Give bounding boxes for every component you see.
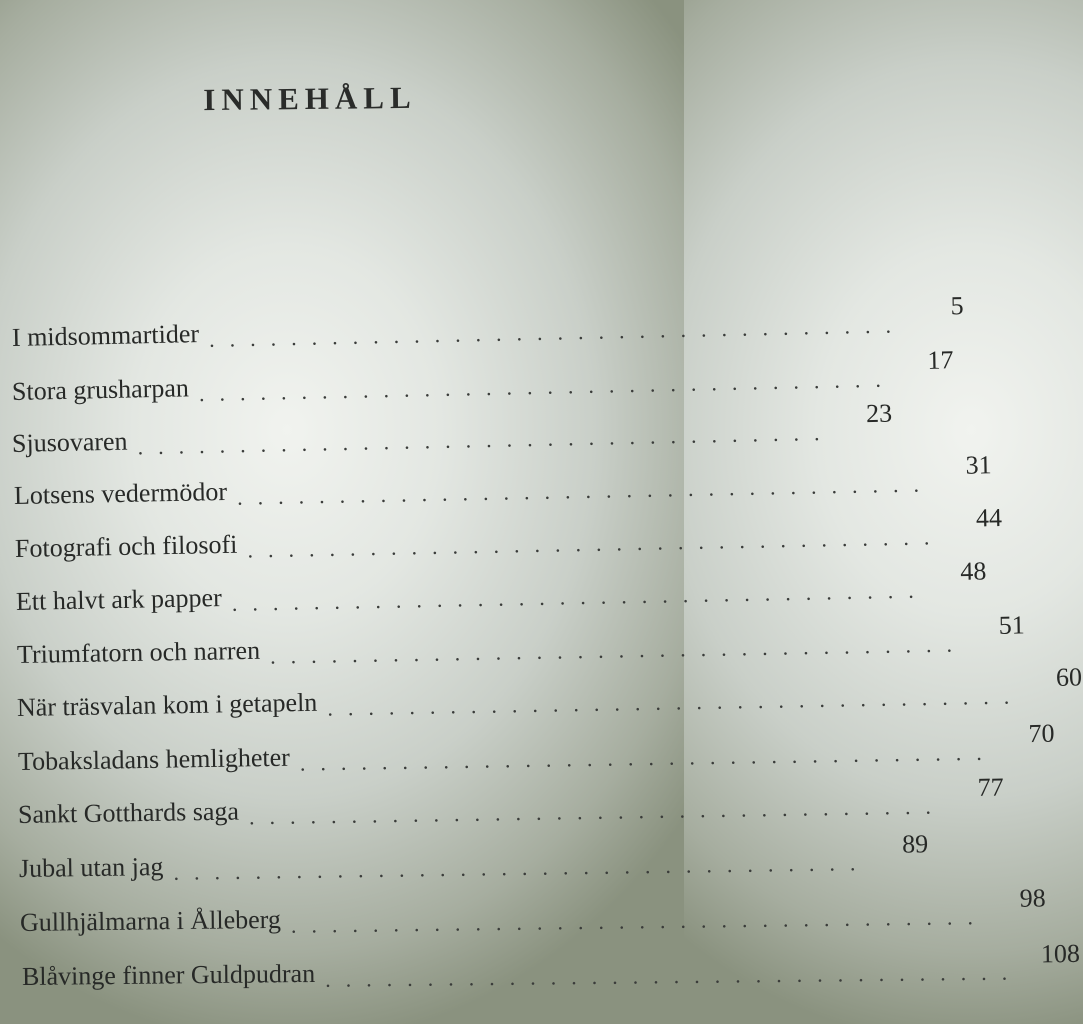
toc-entry-title: Stora grusharpan [11, 373, 190, 406]
dot-leader: .................................. [137, 419, 835, 460]
toc-entry-page: 48 [960, 556, 987, 586]
toc-entry [15, 556, 987, 622]
toc-entry-title: Jubal utan jag [18, 851, 164, 883]
toc-entry-page: 98 [1019, 883, 1046, 913]
toc-entry-page: 44 [975, 503, 1003, 533]
dot-leader: .................................. [236, 471, 935, 510]
dot-leader: .................................. [248, 793, 947, 830]
toc-entry-title: Triumfatorn och narren [16, 635, 261, 669]
dot-leader: .................................. [269, 631, 968, 669]
toc-entry [18, 829, 929, 889]
page-title: INNEHÅLL [203, 79, 417, 117]
toc-entry [17, 718, 1055, 782]
toc-entry [16, 610, 1025, 675]
dot-leader: .................................. [198, 366, 897, 407]
toc-entry-title: Blåvinge finner Guldpudran [21, 958, 316, 991]
toc-entry-title: I midsommartider [11, 319, 200, 352]
toc-entry-title: När träsvalan kom i getapeln [16, 687, 318, 722]
toc-entry-title: Gullhjälmarna i Ålleberg [19, 904, 282, 937]
toc-entry-page: 108 [1040, 938, 1081, 969]
toc-entry-page: 77 [977, 772, 1004, 802]
toc-entry [11, 345, 954, 412]
dot-leader: .................................. [290, 904, 989, 938]
toc-entry [14, 503, 1003, 569]
toc-entry [11, 398, 893, 464]
dot-leader: .................................. [299, 739, 997, 776]
dot-leader: .................................. [231, 577, 929, 616]
dot-leader: .................................. [327, 683, 1025, 721]
toc-entry [11, 291, 964, 358]
toc-entry-page: 70 [1028, 718, 1055, 749]
toc-entry [13, 450, 992, 516]
dot-leader: .................................. [208, 312, 907, 352]
toc-entry-page: 31 [965, 450, 992, 480]
toc-entry-title: Tobaksladans hemligheter [17, 742, 291, 776]
dot-leader: .................................. [173, 850, 871, 885]
toc-entry [19, 883, 1046, 943]
toc-entry-title: Sjusovaren [11, 426, 128, 458]
dot-leader: .................................. [247, 524, 945, 563]
toc-entry [16, 662, 1083, 728]
toc-entry [17, 772, 1004, 835]
toc-entry [21, 938, 1081, 997]
toc-entry-page: 23 [865, 398, 893, 429]
toc-entry-title: Fotografi och filosofi [14, 529, 238, 563]
dot-leader: .................................. [325, 959, 1023, 992]
toc-entry-page: 17 [927, 345, 954, 375]
toc-entry-title: Lotsens vedermödor [13, 476, 228, 510]
toc-entry-title: Ett halvt ark papper [15, 583, 222, 616]
toc-entry-title: Sankt Gotthards saga [17, 796, 240, 829]
toc-entry-page: 51 [998, 610, 1025, 640]
toc-entry-page: 5 [950, 291, 964, 321]
toc-entry-page: 60 [1055, 662, 1083, 692]
toc-entry-page: 89 [901, 829, 929, 859]
